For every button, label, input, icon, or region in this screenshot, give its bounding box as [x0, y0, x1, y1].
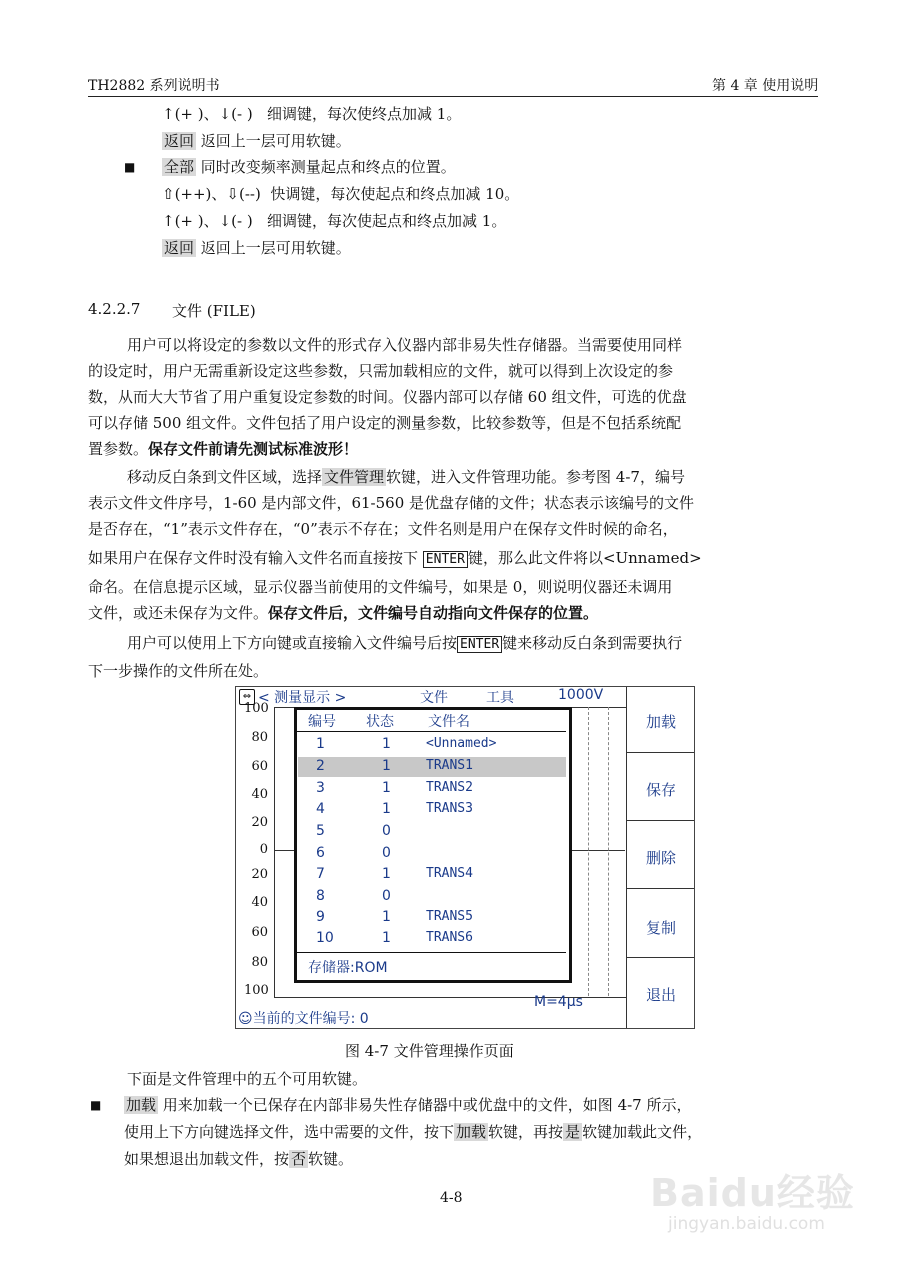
cell-number: 9 — [316, 909, 325, 925]
y-tick-label: 60 — [251, 925, 268, 940]
cell-filename: TRANS5 — [426, 909, 473, 924]
figure-caption: 图 4-7 文件管理操作页面 — [345, 1042, 514, 1060]
cell-filename: TRANS2 — [426, 780, 473, 795]
cell-status: 1 — [382, 866, 391, 882]
load-text: 如果想退出加载文件，按 — [124, 1150, 290, 1168]
time-scale: M=4μs — [534, 994, 583, 1010]
enter-key: ENTER — [423, 551, 468, 568]
cell-number: 7 — [316, 866, 325, 882]
softkey-separator — [626, 752, 694, 753]
fine-tune-end-text: 细调键，每次使终点加减 1。 — [267, 105, 462, 123]
table-row[interactable] — [298, 779, 566, 799]
after-caption: 下面是文件管理中的五个可用软键。 — [127, 1070, 368, 1088]
para2-text: 移动反白条到文件区域，选择 — [127, 468, 323, 486]
para3-text: 用户可以使用上下方向键或直接输入文件编号后按 — [127, 634, 458, 652]
cell-status: 1 — [382, 780, 391, 796]
bullet-icon: ■ — [90, 1098, 102, 1112]
load-line1 — [124, 1094, 692, 1115]
y-tick-label: 100 — [244, 701, 269, 716]
y-tick-label: 20 — [251, 867, 268, 882]
table-row-selected[interactable] — [298, 757, 566, 777]
return-softkey: 返回 — [164, 132, 195, 150]
menu-scroll-icon: ⇔ — [239, 689, 255, 705]
grid-line — [588, 707, 589, 996]
y-tick-label: 20 — [251, 815, 268, 830]
no-softkey-ref: 否 — [291, 1150, 307, 1168]
load-text: 使用上下方向键选择文件，选中需要的文件，按下 — [124, 1123, 455, 1141]
return-line-1 — [162, 130, 351, 151]
baidu-watermark-logo: Baidu经验 — [650, 1171, 855, 1215]
cell-number: 3 — [316, 780, 325, 796]
coarse-tune-text: 快调键，每次使起点和终点加减 10。 — [270, 185, 520, 203]
cell-number: 5 — [316, 823, 325, 839]
load-softkey[interactable]: 加载 — [645, 713, 676, 731]
fine-tune-keys-2: ↑(+ )、↓(- ) — [162, 212, 253, 230]
para1-line: 可以存储 500 组文件。文件包括了用户设定的测量参数，比较参数等，但是不包括系统配 — [88, 414, 682, 432]
para2-line2: 表示文件文件序号，1-60 是内部文件，61-560 是优盘存储的文件；状态表示该编号的文件 — [88, 494, 695, 512]
return-line-2 — [162, 237, 351, 258]
y-tick-label: 40 — [251, 787, 268, 802]
cell-status: 0 — [382, 845, 391, 861]
bullet-icon: ■ — [124, 160, 136, 174]
col-header-status: 状态 — [366, 714, 394, 730]
file-manager-screen — [235, 686, 695, 1029]
para2-line1 — [127, 466, 685, 487]
col-header-filename: 文件名 — [428, 714, 470, 730]
fine-tune-text: 细调键，每次使起点和终点加减 1。 — [267, 212, 507, 230]
softkey-separator — [626, 888, 694, 889]
y-tick-label: 0 — [259, 842, 268, 857]
para1-last-line — [88, 438, 358, 459]
table-row[interactable] — [298, 887, 566, 907]
yes-softkey-ref: 是 — [565, 1123, 581, 1141]
zero-axis — [274, 850, 296, 851]
para2-line3: 是否存在，“1”表示文件存在，“0”表示不存在；文件名则是用户在保存文件时候的命名， — [88, 520, 678, 538]
all-line — [162, 156, 456, 177]
load-text: 软键。 — [308, 1150, 354, 1168]
coarse-tune-keys: ⇧(++)、⇩(--) — [162, 185, 261, 203]
fine-tune-end-line — [162, 103, 461, 124]
cell-number: 2 — [316, 758, 325, 774]
para2-text: 软键，进入文件管理功能。参考图 4-7，编号 — [386, 468, 685, 486]
cell-filename: TRANS1 — [426, 758, 473, 773]
save-warning: 保存文件前请先测试标准波形！ — [148, 440, 359, 458]
coarse-tune-line — [162, 183, 519, 204]
load-line2 — [124, 1121, 702, 1142]
delete-softkey[interactable]: 删除 — [645, 849, 676, 867]
grid-line — [608, 707, 609, 996]
cell-filename: TRANS6 — [426, 930, 473, 945]
load-softkey-ref: 加载 — [126, 1096, 157, 1114]
zero-axis — [569, 850, 625, 851]
col-header-number: 编号 — [308, 714, 336, 730]
table-row[interactable] — [298, 908, 566, 928]
menu-file: 文件 — [420, 690, 448, 706]
enter-key-2: ENTER — [457, 636, 502, 653]
cell-filename: TRANS4 — [426, 866, 473, 881]
header-right: 第 4 章 使用说明 — [712, 78, 819, 94]
para2-line5: 命名。在信息提示区域，显示仪器当前使用的文件编号，如果是 0，则说明仪器还未调用 — [88, 578, 673, 596]
load-softkey-ref-2: 加载 — [456, 1123, 487, 1141]
table-footer-rule — [297, 952, 566, 953]
page-number: 4-8 — [440, 1190, 463, 1206]
table-row[interactable] — [298, 865, 566, 885]
cell-status: 1 — [382, 736, 391, 752]
baidu-watermark-url: jingyan.baidu.com — [668, 1214, 825, 1234]
softkey-separator — [626, 957, 694, 958]
load-text: 软键，再按 — [488, 1123, 564, 1141]
para2-text: 文件，或还未保存为文件。 — [88, 604, 269, 622]
softkey-divider — [626, 687, 627, 1028]
table-row[interactable] — [298, 800, 566, 820]
table-row[interactable] — [298, 844, 566, 864]
y-tick-label: 40 — [251, 895, 268, 910]
load-text: 软键加载此文件， — [582, 1123, 703, 1141]
cell-status: 0 — [382, 888, 391, 904]
section-number: 4.2.2.7 — [88, 300, 141, 318]
para3-text: 键来移动反白条到需要执行 — [502, 634, 683, 652]
section-title: 文件 (FILE) — [172, 302, 256, 320]
current-file-status: ☺当前的文件编号: 0 — [238, 1011, 369, 1027]
cell-filename: <Unnamed> — [426, 736, 497, 751]
y-tick-label: 60 — [251, 759, 268, 774]
fine-tune-line — [162, 210, 506, 231]
exit-softkey[interactable]: 退出 — [645, 986, 676, 1004]
cell-status: 1 — [382, 930, 391, 946]
all-text: 同时改变频率测量起点和终点的位置。 — [200, 158, 456, 176]
cell-status: 1 — [382, 801, 391, 817]
load-line3 — [124, 1148, 353, 1169]
table-row[interactable] — [298, 929, 566, 949]
file-manager-softkey: 文件管理 — [324, 468, 385, 486]
y-tick-label: 100 — [244, 983, 269, 998]
cell-status: 1 — [382, 909, 391, 925]
copy-softkey[interactable]: 复制 — [645, 919, 676, 937]
y-tick-label: 80 — [251, 955, 268, 970]
header-left: TH2882 系列说明书 — [88, 78, 220, 94]
cell-number: 10 — [316, 930, 334, 946]
cell-number: 6 — [316, 845, 325, 861]
cell-status: 1 — [382, 758, 391, 774]
cell-filename: TRANS3 — [426, 801, 473, 816]
para2-bold: 保存文件后，文件编号自动指向文件保存的位置。 — [268, 604, 599, 622]
para2-line4 — [88, 547, 702, 568]
para2-text: 键，那么此文件将以<Unnamed> — [467, 549, 702, 567]
softkey-separator — [626, 820, 694, 821]
para1-line: 数，从而大大节省了用户重复设定参数的时间。仪器内部可以存储 60 组文件，可选的优盘 — [88, 388, 687, 406]
cell-number: 4 — [316, 801, 325, 817]
menu-tools: 工具 — [486, 690, 514, 706]
table-header-rule — [297, 731, 566, 732]
menu-measure-display: < 测量显示 > — [258, 690, 347, 706]
y-tick-label: 80 — [251, 730, 268, 745]
load-text: 用来加载一个已保存在内部非易失性存储器中或优盘中的文件，如图 4-7 所示， — [162, 1096, 692, 1114]
fine-tune-keys: ↑(+ )、↓(- ) — [162, 105, 253, 123]
return-softkey-2: 返回 — [164, 239, 195, 257]
menu-voltage: 1000V — [558, 687, 604, 703]
return-text-2: 返回上一层可用软键。 — [200, 239, 351, 257]
table-row[interactable] — [298, 822, 566, 842]
all-softkey: 全部 — [164, 158, 195, 176]
para2-line6 — [88, 602, 598, 623]
cell-status: 0 — [382, 823, 391, 839]
cell-number: 8 — [316, 888, 325, 904]
para3-line2: 下一步操作的文件所在处。 — [88, 662, 269, 680]
para1-last: 置参数。 — [88, 440, 149, 458]
cell-number: 1 — [316, 736, 325, 752]
para1-line: 的设定时，用户无需重新设定这些参数，只需加载相应的文件，就可以得到上次设定的参 — [88, 362, 674, 380]
para1-line: 用户可以将设定的参数以文件的形式存入仪器内部非易失性存储器。当需要使用同样 — [127, 336, 683, 354]
header-rule — [88, 96, 818, 97]
storage-label: 存储器:ROM — [308, 960, 388, 976]
table-row[interactable] — [298, 735, 566, 755]
para2-text: 如果用户在保存文件时没有输入文件名而直接按下 — [88, 549, 419, 567]
return-text: 返回上一层可用软键。 — [200, 132, 351, 150]
para3-line1 — [127, 632, 682, 653]
save-softkey[interactable]: 保存 — [645, 781, 676, 799]
